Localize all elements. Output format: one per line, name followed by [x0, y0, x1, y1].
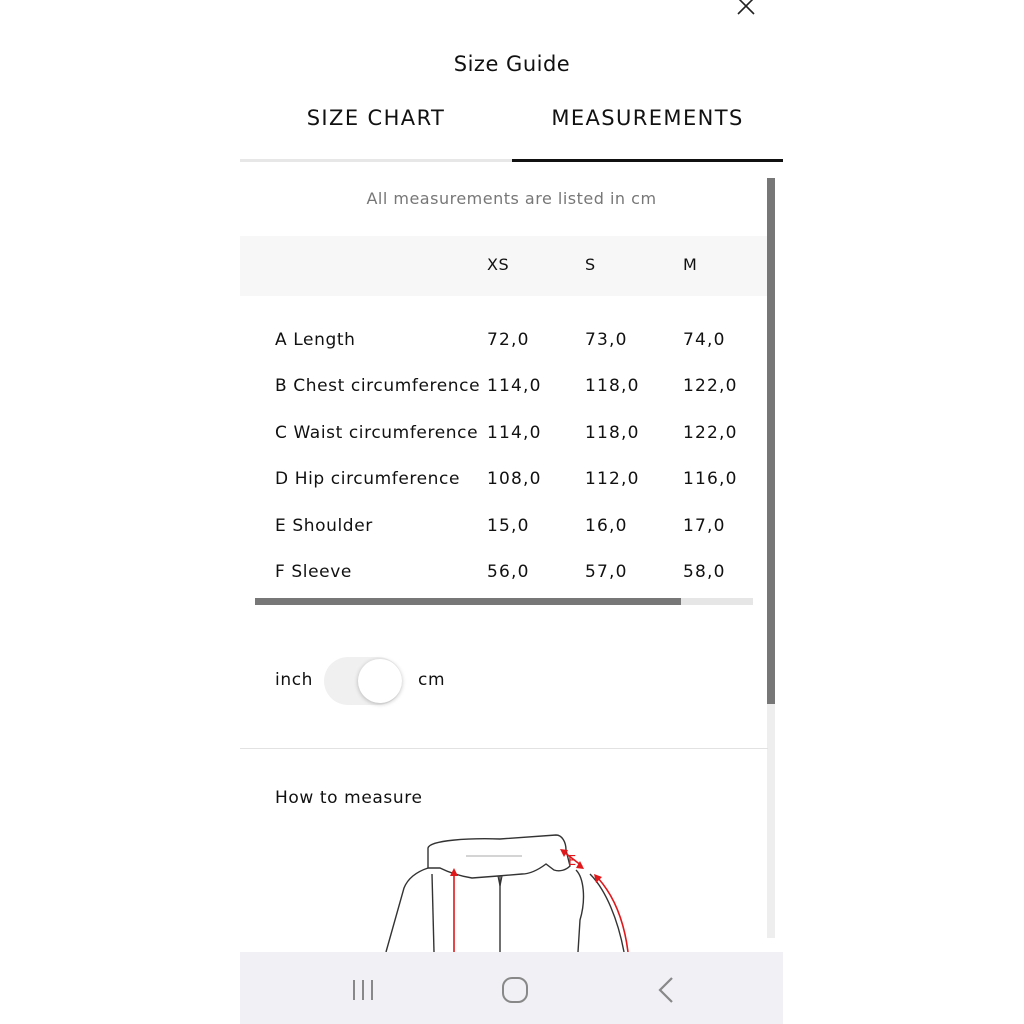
column-header-m: M: [683, 255, 698, 274]
how-to-measure-title: How to measure: [275, 788, 423, 808]
recent-apps-icon[interactable]: [349, 977, 377, 1003]
table-cell: 72,0: [487, 330, 530, 350]
unit-label-cm[interactable]: cm: [418, 670, 446, 690]
table-cell: 57,0: [585, 562, 628, 582]
tab-underline-active: [512, 159, 783, 162]
table-cell: 122,0: [683, 423, 738, 443]
table-cell: 74,0: [683, 330, 726, 350]
table-scrollbar-thumb[interactable]: [255, 598, 681, 605]
home-icon[interactable]: [500, 975, 530, 1005]
close-icon[interactable]: [734, 0, 758, 18]
row-label: C Waist circumference: [275, 423, 479, 443]
row-label: E Shoulder: [275, 516, 373, 536]
table-cell: 116,0: [683, 469, 738, 489]
table-cell: 112,0: [585, 469, 640, 489]
diagram-label-e: E: [568, 854, 577, 869]
row-label: A Length: [275, 330, 356, 350]
table-cell: 56,0: [487, 562, 530, 582]
table-cell: 118,0: [585, 423, 640, 443]
unit-label-inch[interactable]: inch: [275, 670, 314, 690]
row-label: D Hip circumference: [275, 469, 461, 489]
table-cell: 122,0: [683, 376, 738, 396]
table-cell: 15,0: [487, 516, 530, 536]
measurements-note: All measurements are listed in cm: [366, 189, 657, 208]
table-cell: 114,0: [487, 423, 542, 443]
table-cell: 73,0: [585, 330, 628, 350]
back-icon[interactable]: [654, 975, 678, 1005]
row-label: B Chest circumference: [275, 376, 481, 396]
tab-underline-inactive: [240, 159, 512, 162]
section-divider: [240, 748, 768, 749]
tab-size-chart[interactable]: SIZE CHART: [306, 106, 446, 130]
tab-measurements[interactable]: MEASUREMENTS: [551, 106, 744, 130]
row-label: F Sleeve: [275, 562, 352, 582]
table-cell: 114,0: [487, 376, 542, 396]
page-scrollbar-thumb[interactable]: [767, 178, 775, 704]
page-title: Size Guide: [453, 52, 571, 76]
column-header-s: S: [585, 255, 596, 274]
column-header-xs: XS: [487, 255, 510, 274]
table-cell: 108,0: [487, 469, 542, 489]
hoodie-measure-diagram-icon: [370, 830, 640, 952]
unit-toggle-knob[interactable]: [358, 659, 402, 703]
table-cell: 17,0: [683, 516, 726, 536]
table-cell: 118,0: [585, 376, 640, 396]
table-cell: 58,0: [683, 562, 726, 582]
table-cell: 16,0: [585, 516, 628, 536]
